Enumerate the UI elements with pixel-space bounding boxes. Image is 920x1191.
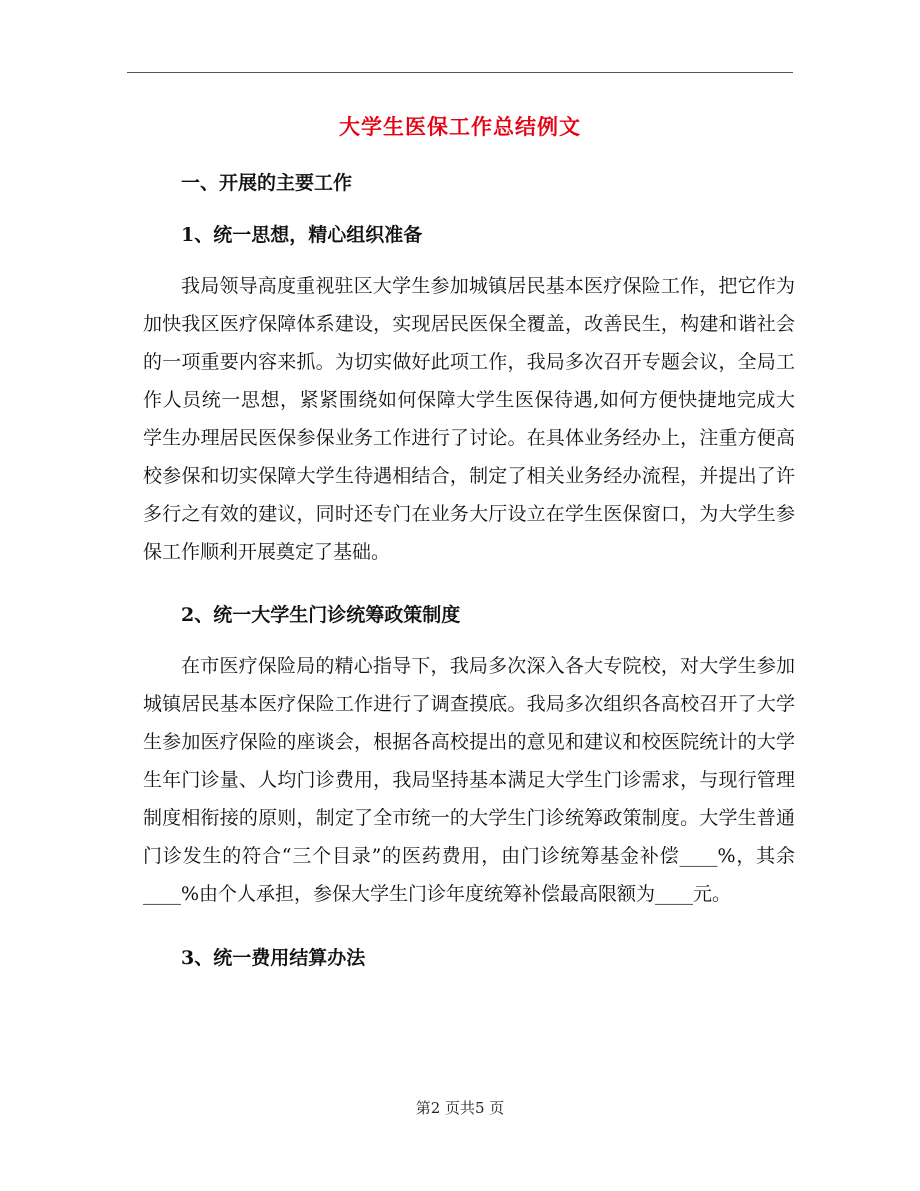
paragraph-1: 我局领导高度重视驻区大学生参加城镇居民基本医疗保险工作，把它作为加快我区医疗保障体系建设，实现居民医保全覆盖，改善民生，构建和谐社会的一项重要内容来抓。为切实做好此项工作，我局多次召开专题会议，全局工作人员统一思想，紧紧围绕如何保障大学生医保待遇,如何方便快捷地完成大学生办理居民医保参保业务工作进行了讨论。在具体业务经办上，注重方便高校参保和切实保障大学生待遇相结合，制定了相关业务经办流程，并提出了许多行之有效的建议，同时还专门在业务大厅设立在学生医保窗口，为大学生参保工作顺利开展奠定了基础。 [143, 275, 795, 563]
header-rule [127, 72, 793, 73]
document-body [143, 168, 795, 973]
paragraph-2: 在市医疗保险局的精心指导下，我局多次深入各大专院校，对大学生参加城镇居民基本医疗保险工作进行了调查摸底。我局多次组织各高校召开了大学生参加医疗保险的座谈会，根据各高校提出的意见和建议和校医院统计的大学生年门诊量、人均门诊费用，我局坚持基本满足大学生门诊需求，与现行管理制度相衔接的原则，制定了全市统一的大学生门诊统筹政策制度。大学生普通门诊发生的符合“三个目录”的医药费用，由门诊统筹基金补偿____%，其余____%由个人承担，参保大学生门诊年度统筹补偿最高限额为____元。 [143, 655, 795, 905]
page-number: 第2 页共5 页 [415, 1099, 505, 1117]
document-title: 大学生医保工作总结例文 [339, 114, 581, 139]
subsection-heading-3: 3、统一费用结算办法 [181, 947, 366, 969]
section-heading: 一、开展的主要工作 [181, 172, 353, 194]
subsection-heading-2: 2、统一大学生门诊统筹政策制度 [181, 604, 461, 626]
subsection-heading-1: 1、统一思想，精心组织准备 [181, 224, 423, 246]
